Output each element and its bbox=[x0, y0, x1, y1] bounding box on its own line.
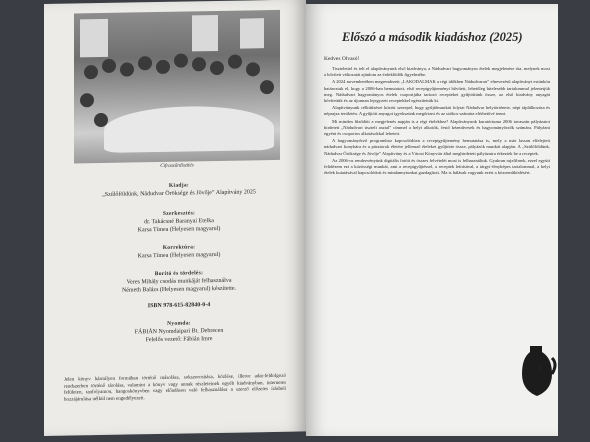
paragraph: Az 2006-os rendezvényünk digitális fotóit és összes felvételét most is felhasználtuk. Gyakran rajzfilmek, ezzel együtt felidézem ezt a közösségi munkát, ami a receptgyűjtéssel, a receptek leírásával, a tárgyi-fényképes tartalommal, a helyi ételek kutatásával kapcsolódott és mindannyiunkat gazdagított. Ma is hálásak vagyunk ezért a közreműködésért. bbox=[324, 157, 550, 176]
paragraph: A 2024 novemberében megrendezett „LAKODALMAK a régi időkben Nádudvaron” elnevezésű alapítványi estünkön határoztuk el, hogy a 2006-ban bemutatott, első receptgyűjteményt bővített, lehetőleg hitelesebb tartalommal jelentetjük meg. Nádudvari hagyományos ételek csoportjába tartozó recepteket gyűjtöttünk össze, az első kiadvány anyagát bővítettük és az újonnan lejegyzett receptekkel egészítettük ki. bbox=[324, 79, 550, 104]
greeting: Kedves Olvasó! bbox=[324, 56, 360, 62]
legal-notice: Jelen könyv bármilyen formában történő másolása, sokszorosítása, közlése, illetve adat-feldolgozó rendszerben történő tárolása, valamint a könyv vagy annak részleteinek egyéb kiadványban, internetes felületen, tanfolyamon, hangoskönyvben vagy előadáson való felhasználása a szerző előzetes írásbeli hozzájárulása nélkül nem engedélyezett. bbox=[64, 373, 286, 403]
paragraph: A hagyományőrző programhoz kapcsolódóan a receptgyűjtemény bemutatása is, mely a már lassan elfelejtett nádudvari konyhára és a pásztorok életére jellemző ételeket gyűjtötte össze, pályázók munkái alapján. A „Szülőföldünk, Nádudvar Öröksége és Jövője” Alapítvány és a Városi Könyvtár által meghirdetett pályázatra érkeztek be a receptek. bbox=[324, 138, 550, 156]
print-line-1: FÁBIÁN Nyomdaipari Bt. Debrecen bbox=[134, 327, 224, 336]
editor-1: dr. Takácsné Baranyai Etelka bbox=[144, 218, 214, 226]
open-book bbox=[12, 4, 582, 436]
publisher-heading: Kiadja: bbox=[168, 182, 190, 189]
proof-name: Karsa Tímea (Helyesen magyarul) bbox=[137, 251, 221, 260]
right-page bbox=[306, 4, 558, 436]
layout-line-1: Veres Mihály csodás munkáját felhasználva bbox=[126, 277, 232, 286]
paragraph: Tisztelettel és telt el alapítványunk első kiadványa, a Nádudvari hagyományos ételek megjelenése óta, melynek most a bővített változatát ajánlom az érdeklődők figyelmébe. bbox=[324, 66, 550, 78]
print-heading: Nyomda: bbox=[167, 320, 191, 327]
print-block bbox=[78, 318, 280, 346]
editors-block bbox=[78, 208, 280, 236]
paragraph: Mi minden fűződött a megjelenés napján is a régi ételekhez? Alapítványunk kuratóriuma 2006 tavaszán pályázatot hirdetett „Nádudvari tiszteli asztal” címmel a helyi alkotók, festő kézművesek és hagyományőrzők számára. Pályázni egyéni és csoportos alkotásokkal lehetett. bbox=[324, 118, 550, 137]
page-number: 5 bbox=[539, 366, 543, 374]
editor-2: Karsa Tímea (Helyesen magyarul) bbox=[137, 225, 221, 234]
historical-photo bbox=[74, 10, 280, 164]
left-page bbox=[44, 0, 306, 436]
proof-block bbox=[78, 242, 280, 262]
jug-ornament-icon bbox=[516, 342, 558, 398]
publisher-name: „Szűlőföldünk, Nádudvar Öröksége és Jövője” Alapítvány 2025 bbox=[102, 189, 256, 198]
isbn: ISBN 978-615-82840-0-4 bbox=[147, 302, 211, 310]
page-title: Előszó a második kiadáshoz (2025) bbox=[342, 30, 523, 44]
body-text bbox=[324, 66, 550, 177]
print-line-2: Felelős vezető: Fábián Imre bbox=[145, 336, 213, 344]
photo-caption: Cifraszűrdíszítés bbox=[160, 163, 194, 169]
paragraph: Alapítványunk célkitűzései között szerepel, hogy gyűjtőmunkát folytat Nádudvar helytörténete, népi táplálkozása és néprajza területén. A gyűjtött anyagot igyekszünk megőrizni és az utókor számára elérhetővé tenni. bbox=[324, 105, 550, 117]
proof-heading: Korrektúra: bbox=[162, 244, 196, 251]
layout-block bbox=[78, 268, 280, 296]
layout-line-2: Németh Balázs (Helyesen magyarul) készítette. bbox=[121, 285, 237, 294]
layout-heading: Borító és tördelés: bbox=[154, 270, 204, 278]
editors-heading: Szerkesztés: bbox=[162, 210, 196, 217]
publisher-block bbox=[78, 180, 280, 200]
